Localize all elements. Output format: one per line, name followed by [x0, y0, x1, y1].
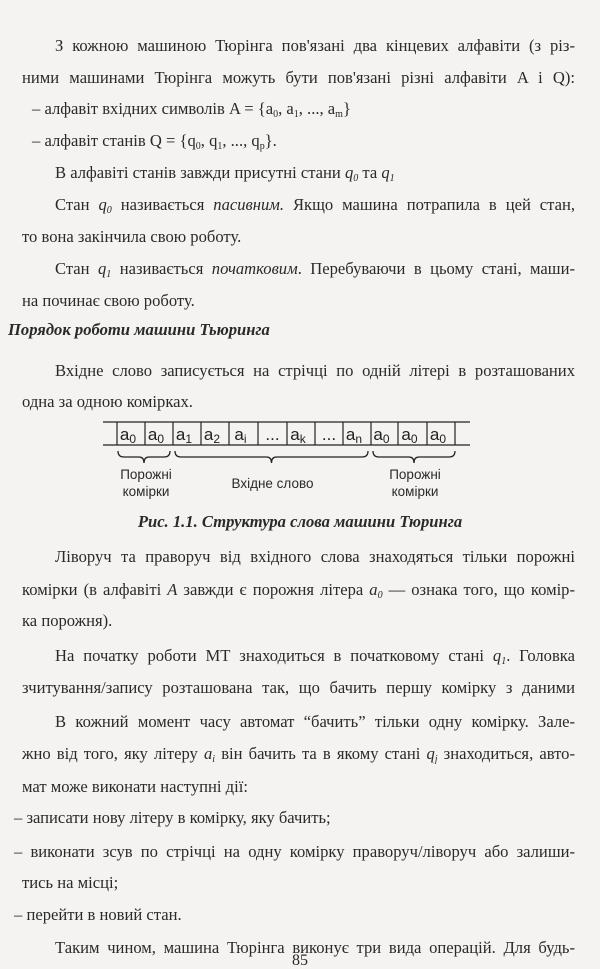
text-segment: В алфавіті станів завжди присутні стани — [55, 163, 345, 182]
subscript: 1 — [501, 656, 507, 666]
tape-cell — [120, 425, 136, 446]
text-segment: , ..., q — [222, 131, 260, 150]
cell-symbol: ... — [265, 425, 280, 444]
text-segment: Вхідне слово записується на стрічці по одній літері в розташованих — [55, 361, 575, 380]
subscript: 0 — [273, 109, 279, 120]
text-segment: — ознака того, що комір- — [382, 580, 575, 599]
label-empty-cells-right: Порожні комірки — [389, 467, 441, 499]
text-segment: тись на місці; — [22, 873, 119, 892]
subscript: j — [434, 754, 438, 764]
text-segment: ними машинами Тюрінга можуть бути пов'язані різні алфавіти A і Q): — [22, 68, 575, 87]
cell-symbol: a — [234, 425, 244, 444]
text-segment: – алфавіт вхідних символів A = {a — [32, 99, 274, 118]
text-segment: q — [492, 646, 502, 665]
cell-symbol: a — [175, 425, 186, 444]
text-segment: , a — [278, 99, 294, 118]
text-segment: a — [369, 580, 378, 599]
text-segment: q — [98, 259, 107, 278]
text-segment: , q — [200, 131, 218, 150]
brace-input-word — [175, 451, 368, 463]
text-segment: З кожною машиною Тюрінга пов'язані два кінцевих алфавіти (з різ- — [55, 36, 575, 55]
text-segment: В кожний момент часу автомат “бачить” тільки одну комірку. Зале- — [55, 712, 575, 731]
figure-caption: Рис. 1.1. Структура слова машини Тюринга — [137, 512, 463, 531]
subscript: 0 — [106, 205, 112, 215]
text-segment: жно від того, яку літеру — [22, 744, 204, 763]
text-segment: пасивним. — [213, 195, 285, 214]
tape-cell — [322, 425, 336, 444]
text-segment: Стан — [55, 195, 99, 214]
tape-cell — [373, 425, 389, 446]
subscript: i — [212, 754, 216, 764]
cell-symbol: a — [290, 425, 300, 444]
text-segment: Таким чином, машина Тюрінга виконує три вида операцій. Для будь- — [55, 938, 575, 957]
cell-subscript: 1 — [185, 432, 193, 446]
subscript: 1 — [293, 109, 299, 120]
text-segment: Ліворуч та праворуч від вхідного слова знаходяться тільки порожні — [55, 547, 575, 566]
text-segment: . Головка — [506, 646, 575, 665]
cell-symbol: a — [373, 425, 383, 444]
text-segment: мат може виконати наступні дії: — [22, 777, 248, 796]
cell-symbol: a — [401, 425, 411, 444]
tape-cell — [430, 425, 446, 446]
cell-symbol: a — [147, 425, 158, 444]
cell-subscript: 2 — [213, 432, 221, 446]
tape-cell — [265, 425, 279, 444]
text-segment: q — [98, 195, 107, 214]
cell-symbol: a — [429, 425, 440, 444]
cell-symbol: ... — [321, 425, 337, 444]
text-segment: початковим — [211, 259, 298, 278]
text-segment: знаходиться, авто- — [437, 744, 575, 763]
text-segment: Порядок роботи машини Тьюринга — [8, 320, 270, 339]
text-segment: Стан — [55, 259, 98, 278]
tape-cell — [148, 425, 164, 446]
label-empty-cells-left: Порожні комірки — [120, 467, 172, 499]
cell-subscript: 0 — [157, 432, 165, 446]
cell-subscript: i — [243, 432, 247, 446]
text-segment: , ..., a — [298, 99, 336, 118]
text-segment: Якщо машина потрапила в цей стан, — [284, 195, 575, 214]
cell-subscript: 0 — [129, 432, 137, 446]
text-segment: ка порожня). — [22, 611, 113, 630]
cell-symbol: a — [203, 425, 214, 444]
text-segment: – алфавіт станів Q = {q — [32, 131, 196, 150]
page-number: 85 — [292, 952, 308, 969]
text-segment: }. — [264, 131, 277, 150]
text-segment: . Перебуваючи в цьому стані, маши- — [297, 259, 575, 278]
text-segment: на починає свою роботу. — [22, 291, 195, 310]
text-segment: зчитування/запису розташована так, що бачить першу комірку з даними — [22, 678, 575, 697]
text-segment: q — [426, 744, 435, 763]
text-segment: та — [358, 163, 382, 182]
tape-cell — [401, 425, 417, 446]
text-segment: одна за одною комірках. — [22, 392, 193, 411]
tape-cell — [290, 425, 306, 446]
subscript: 1 — [217, 141, 223, 152]
text-segment: називається — [111, 195, 214, 214]
cell-symbol: a — [119, 425, 130, 444]
text-segment: q — [381, 163, 390, 182]
tape-cell — [234, 425, 246, 446]
text-segment: q — [344, 163, 354, 182]
cell-symbol: a — [345, 425, 356, 444]
cell-subscript: k — [299, 432, 306, 446]
text-segment: a — [203, 744, 213, 763]
cell-subscript: 0 — [439, 432, 447, 446]
text-segment: A — [167, 580, 178, 599]
text-segment: то вона закінчила свою роботу. — [22, 227, 242, 246]
text-segment: – записати нову літеру в комірку, яку бачить; — [14, 808, 331, 827]
text-segment: – виконати зсув по стрічці на одну комірку праворуч/ліворуч або залиши- — [14, 842, 575, 861]
brace-right-empty — [373, 451, 455, 463]
text-segment: На початку роботи МТ знаходиться в початковому стані — [55, 646, 493, 665]
label-input-word: Вхідне слово — [231, 476, 314, 491]
text-segment: він бачить та в якому стані — [215, 744, 427, 763]
cell-subscript: 0 — [382, 432, 390, 446]
subscript: 0 — [195, 141, 201, 152]
text-segment: завжди є порожня літера — [177, 580, 370, 599]
tape-cell — [346, 425, 362, 446]
tape-cell — [204, 425, 220, 446]
text-segment: називається — [111, 259, 212, 278]
text-segment: – перейти в новий стан. — [14, 905, 182, 924]
tape-cell — [176, 425, 192, 446]
brace-left-empty — [118, 451, 170, 463]
cell-subscript: n — [355, 432, 363, 446]
subscript: p — [259, 141, 265, 152]
subscript: 0 — [353, 173, 359, 184]
subscript: m — [335, 109, 343, 120]
subscript: 1 — [389, 173, 395, 184]
text-segment: } — [342, 99, 351, 118]
cell-subscript: 0 — [410, 432, 418, 446]
subscript: 1 — [106, 269, 112, 279]
text-segment: комірки (в алфавіті — [22, 580, 168, 599]
subscript: 0 — [377, 590, 383, 600]
